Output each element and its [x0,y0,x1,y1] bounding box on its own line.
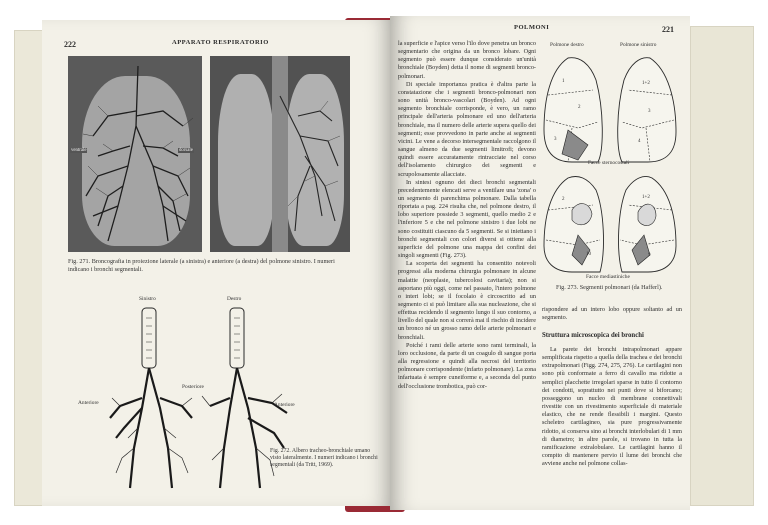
running-head: APPARATO RESPIRATORIO [172,39,269,46]
paragraph: Poiché i rami delle arterie sono rami terminali, la loro occlusione, da parte di un coagulo di sangue porta alla regressione e quindi alla necrosi del territorio polmonare corrispondente (infarto polmonare). La zona infartuata è sempre cuneiforme e, a seconda del punto dell'occlusione trombotica, può cor- [398,341,536,390]
label-facce-mediastiniche: Facce mediastiniche [586,274,630,280]
svg-text:10: 10 [586,252,591,257]
page-number: 221 [662,25,674,34]
bronchial-tree-drawing [68,56,202,252]
text-column-right [542,346,682,506]
section-heading: Struttura microscopica dei bronchi [542,332,644,339]
text-column-left [398,40,536,506]
svg-text:1+2: 1+2 [642,81,650,86]
fig272-caption: Fig. 272. Albero tracheo-bronchiale umano visto lateralmente. I numeri indicano i bronchi segmentali (da Tritt, 1969). [270,448,378,468]
bronchography-anterior-image [210,56,350,252]
label-polmone-destro: Polmone destro [550,42,584,48]
label-anteriore-right: Anteriore [274,402,295,408]
svg-text:2: 2 [562,197,565,202]
running-head: POLMONI [514,24,550,31]
left-page [42,20,392,506]
text-continuation [542,306,682,322]
label-destro: Destro [227,296,242,302]
xray-label-ventrale: ventrale [71,148,87,153]
svg-text:1: 1 [562,79,565,84]
svg-text:2: 2 [578,105,581,110]
paragraph: rispondere ad un intero lobo oppure soltanto ad un segmento. [542,306,682,322]
paragraph: La parete dei bronchi intrapolmonari appare semplificata rispetto a quella della trachea e dei bronchi extrapolmonari (Figg. 274, 275, 276). Le cartilagini non sono più conformate a ferro di cavallo ma ridotte a semplici placchette irregolari sparse in tutto il contorno dei condotti, soprattutto nei punti dove si biforcano; posseggono un nucleo di membrane connettivali rivestite con un rivestimento superficiale di materiale elastico, che ne rende flessibili i margini. Questo scheletro cartilagineo, sia pure progressivamente ridotto, si conserva sino ai bronchi interlobulari di 1 mm di diametro; in altre parole, si trovano in tutta la ramificazione extralobulare. Le cartilagini hanno il compito di mantenere pervio il lume dei bronchi che avviene anche nel polmone collas- [542,346,682,468]
paragraph: La scoperta dei segmenti ha consentito notevoli progressi alla moderna chirurgia polmonare in alcune malattie (neoplasie, tubercolosi cavitaria); non si asportano più oggi, come nel passato, l'intero polmone o interi lobi; se il focolaio è circoscritto ad un segmento ci si può limitare alla sua nucleazione, che si effettua recidendo il segmento lungo il suo contorno, a livello del quale non si correrà mai il rischio di incidere un bronco né un grosso ramo delle arterie polmonari e bronchiali. [398,260,536,341]
label-sinistro: Sinistro [139,296,156,302]
svg-text:1+2: 1+2 [642,195,650,200]
svg-text:3: 3 [648,109,651,114]
fig271-caption: Fig. 271. Broncografia in proiezione laterale (a sinistra) e anteriore (a destra) del polmone sinistro. I numeri indicano i bronchi segmentali. [68,258,335,273]
svg-text:4: 4 [638,139,641,144]
paragraph: Di speciale importanza pratica è d'altra parte la constatazione che i segmenti bronco-polmonari non sono unità bronco-vascolari (Boyden). Ad ogni segmento bronchiale corrisponde, è vero, un ramo principale dell'arteria polmonare ed uno dell'arteria bronchiale, ma il numero delle arterie supera quello dei segmenti; esse provvedono in parte anche ai segmenti vicini. Le vene a decorso intersegmentale raccolgono il sangue almeno da due segmenti limitrofi; devono quindi essere accuratamente rintracciate nel corso dell'isolamento chirurgico dei segmenti e scrupolosamente allacciate. [398,80,536,178]
paragraph: la superficie e l'apice verso l'ilo dove penetra un bronco segmentario che origina da un bronco lobare. Ogni segmento può essere dunque considerato un'unità bronchiale (Boyden) detta il nome di segmenti bronco-polmonari. [398,40,536,80]
label-facce-sternocostali: Facce sternocostali [588,160,630,166]
paragraph: In sintesi ognuno dei dieci bronchi segmentali precedentemente elencati serve a ventilare una 'zona' o un segmento di parenchima polmonare. Dalla tabella riportata a pag. 224 risulta che, nel polmone destro, il lobo superiore possiede 3 segmenti, quello medio 2 e l'inferiore 5 e che nel polmone sinistro i due lobi ne sono costituiti ciascuno da 5 segmenti. Se si iniettano i bronchi segmentali con colori diversi si ottiene alla superficie del polmone una mappa dei confini dei singoli segmenti (Fig. 273). [398,178,536,260]
page-number: 222 [64,40,76,49]
label-posteriore: Posteriore [182,384,204,390]
label-anteriore-left: Anteriore [78,400,99,406]
xray-label-dorsale: dorsale [179,148,193,153]
bronchography-lateral-image [68,56,202,252]
fig273-caption: Fig. 273. Segmenti polmonari (da Hafferl). [556,284,663,291]
right-page [390,16,690,510]
svg-text:3: 3 [554,137,557,142]
svg-text:9: 9 [648,253,651,258]
label-polmone-sinistro: Polmone sinistro [620,42,657,48]
right-page-edges [690,26,754,506]
